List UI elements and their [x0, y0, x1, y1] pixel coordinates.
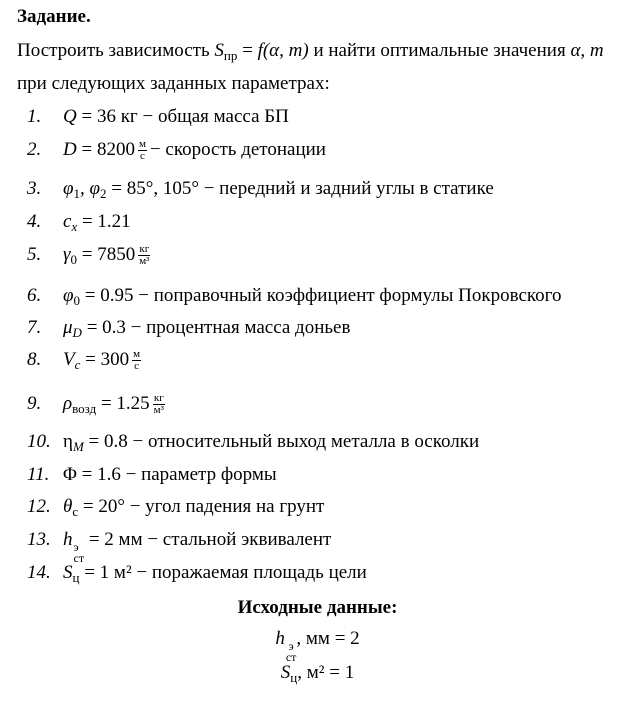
item-symbol: h [63, 529, 73, 550]
param-item-2 [27, 139, 326, 169]
item-number: 14. [27, 562, 51, 583]
item-text: = 0.95 − поправочный коэффициент формулы Покровского [80, 285, 562, 306]
item-subscript: 0 [73, 293, 81, 308]
item-symbol: S [63, 562, 73, 583]
item-value: = 7850 [77, 244, 136, 265]
item-number: 7. [27, 317, 42, 338]
item-sup-sub [74, 542, 85, 564]
item-subscript: ц [72, 570, 80, 585]
item-text: = 1 м² − поражаемая площадь цели [79, 562, 367, 583]
item-text: = 36 кг − общая масса БП [76, 106, 289, 127]
item-number: 4. [27, 211, 42, 232]
item-subscript: D [72, 325, 82, 340]
item-subscript: 1 [73, 186, 81, 201]
intro-args: (α, m) [262, 40, 309, 61]
item-number: 13. [27, 529, 51, 550]
unit-denominator: с [134, 360, 140, 373]
item-subscript: 0 [70, 252, 77, 267]
unit-denominator: м³ [139, 255, 150, 268]
intro-line-2: при следующих заданных параметрах: [17, 73, 330, 94]
item-subscript: возд [72, 401, 97, 416]
source-line-h [0, 628, 635, 663]
item-subscript: M [72, 439, 84, 454]
unit-numerator: кг [153, 392, 164, 405]
item-subscript: c [74, 357, 81, 372]
intro-S-sub: пр [223, 48, 238, 63]
unit-numerator: м [133, 348, 141, 361]
param-item-1 [27, 106, 289, 136]
unit-denominator: м³ [153, 404, 164, 417]
source-s-subscript: ц [290, 670, 298, 685]
item-symbol: c [63, 211, 72, 232]
intro-S: S [214, 40, 224, 61]
param-item-12 [27, 496, 324, 526]
param-item-8 [27, 349, 144, 379]
intro-vars: α, m [570, 40, 604, 61]
item-value: = 1.25 [96, 393, 150, 414]
item-text: = 0.8 − относительный выход металла в осколки [83, 431, 480, 452]
unit-numerator: кг [139, 243, 150, 256]
intro-line-1 [17, 40, 604, 64]
param-item-9 [27, 393, 168, 423]
param-item-14 [27, 562, 367, 592]
item-number: 10. [27, 431, 51, 452]
param-item-11 [27, 464, 277, 494]
item-text: = 2 мм − стальной эквивалент [84, 529, 332, 550]
item-number: 11. [27, 464, 50, 485]
item-text: = 20° − угол падения на грунт [78, 496, 325, 517]
item-number: 1. [27, 106, 42, 127]
item-symbol: μ [63, 317, 73, 338]
item-text: = 85°, 105° − передний и задний углы в статике [106, 178, 494, 199]
source-h-symbol: h [275, 628, 285, 649]
item-symbol: Q [63, 106, 77, 127]
item-subscript: x [71, 219, 78, 234]
item-symbol: Φ [63, 464, 77, 485]
item-subscript: c [72, 504, 79, 519]
item-text: = 1.6 − параметр формы [76, 464, 277, 485]
item-symbol: θ [63, 496, 73, 517]
item-superscript: э [73, 540, 79, 554]
source-h-superscript: э [288, 639, 294, 653]
intro-text-2: и найти оптимальные значения [308, 40, 571, 61]
item-symbol: η [63, 431, 73, 452]
param-item-13 [27, 529, 332, 565]
unit-fraction [138, 244, 150, 267]
item-symbol: γ [63, 244, 71, 265]
param-item-6 [27, 285, 561, 315]
item-number: 2. [27, 139, 42, 160]
unit-denominator: с [139, 150, 145, 163]
intro-f: f [257, 40, 263, 61]
item-value: = 300 [80, 349, 130, 370]
item-symbol: ρ [63, 393, 73, 414]
source-data-title: Исходные данные: [237, 597, 398, 618]
item-number: 9. [27, 393, 42, 414]
intro-text-1: Построить зависимость [17, 40, 210, 61]
heading: Задание. [17, 6, 91, 27]
source-h-value: , мм = 2 [296, 628, 360, 649]
source-h-subscript: ст [285, 650, 297, 664]
unit-fraction [132, 349, 141, 372]
param-item-4 [27, 211, 131, 241]
item-text: = 0.3 − процентная масса доньев [81, 317, 351, 338]
unit-fraction [153, 393, 165, 416]
item-subscript: ст [73, 551, 85, 565]
unit-numerator: м [138, 138, 146, 151]
item-symbol: φ [63, 178, 74, 199]
item-symbol: D [63, 139, 77, 160]
item-number: 8. [27, 349, 42, 370]
intro-eq: = [237, 40, 258, 61]
unit-fraction [138, 139, 147, 162]
item-number: 12. [27, 496, 51, 517]
item-number: 5. [27, 244, 42, 265]
source-s-value: , м² = 1 [297, 662, 355, 683]
source-s-symbol: S [280, 662, 291, 683]
item-subscript-2: 2 [100, 186, 107, 201]
item-text: = 1.21 [77, 211, 131, 232]
item-symbol: V [63, 349, 75, 370]
item-number: 6. [27, 285, 42, 306]
param-item-7 [27, 317, 350, 347]
source-line-s [0, 662, 635, 686]
item-text: − скорость детонации [149, 139, 326, 160]
param-item-3 [27, 178, 494, 208]
item-symbol: φ [63, 285, 74, 306]
param-item-10 [27, 431, 479, 461]
param-item-5 [27, 244, 153, 274]
source-h-sup-sub [286, 641, 297, 663]
item-symbol-2: , φ [80, 178, 101, 199]
item-number: 3. [27, 178, 42, 199]
item-value: = 8200 [76, 139, 135, 160]
